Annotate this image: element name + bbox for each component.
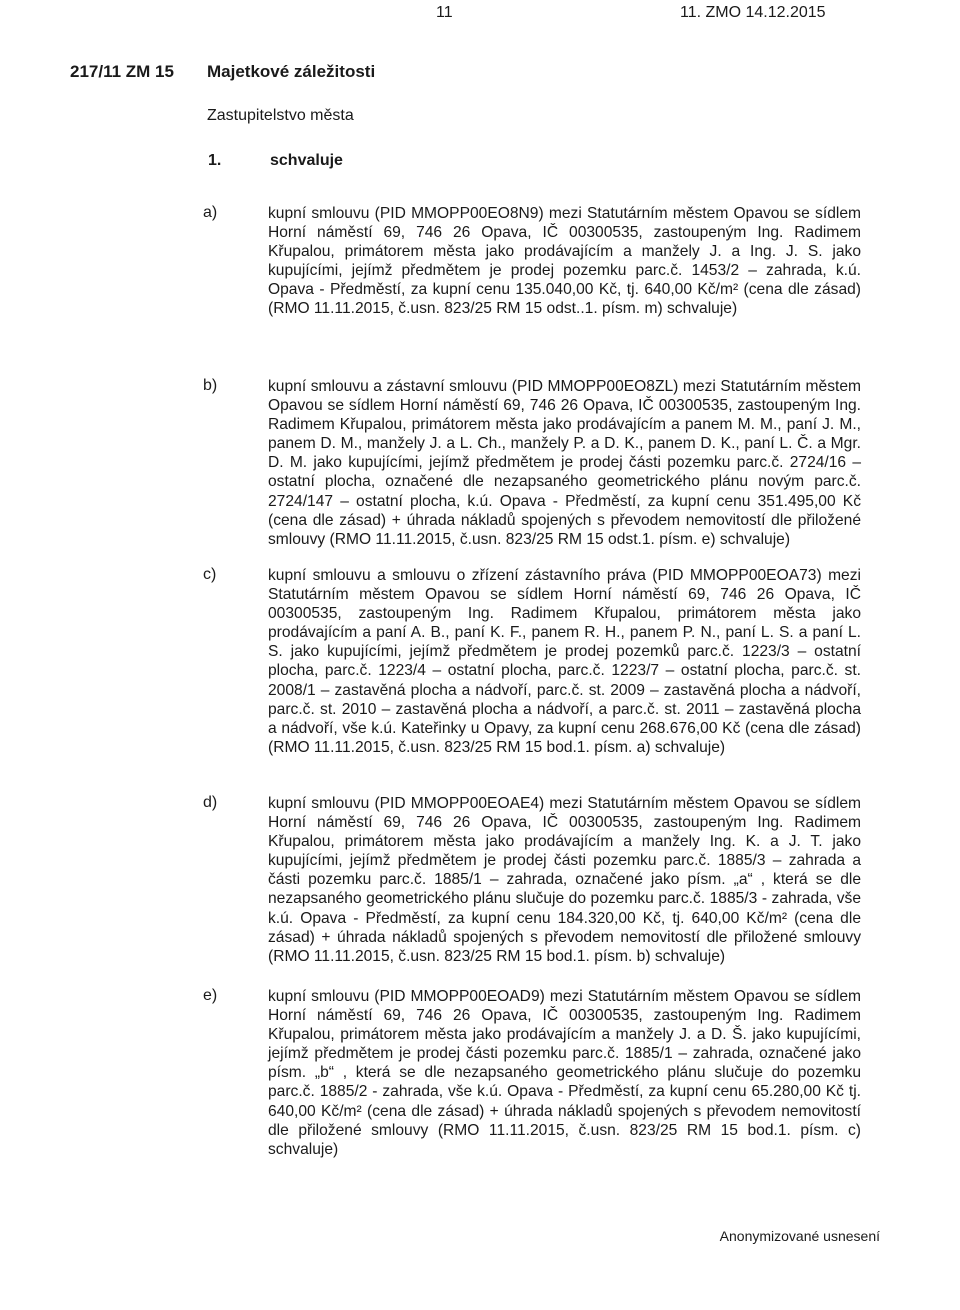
item-c-letter: c) <box>203 566 217 583</box>
item-d-text: kupní smlouvu (PID MMOPP00EOAE4) mezi Statutárním městem Opavou se sídlem Horní náměstí 69, 746 26 Opava, IČ 00300535, zastoupeným Ing. Radimem Křupalou, primátorem města jako prodávajícím a manžely Ing. K. a J. T. jako kupujícími, jejímž předmětem je prodej části pozemku parc.č. 1885/3 – zahrada a části pozemku parc.č. 1885/1 – zahrada, označené jako písm. „a“ , která se dle nezapsaného geometrického plánu slučuje do pozemku parc.č. 1885/3 - zahrada, vše k.ú. Opava - Předměstí, za kupní cenu 184.320,00 Kč, tj. 640,00 Kč/m² (cena dle zásad) + úhrada nákladů spojených s převodem nemovitostí dle přiložené smlouvy (RMO 11.11.2015, č.usn. 823/25 RM 15 bod.1. písm. b) schvaluje) <box>268 795 861 965</box>
item-e-letter: e) <box>203 987 218 1004</box>
item-a-text: kupní smlouvu (PID MMOPP00EO8N9) mezi Statutárním městem Opavou se sídlem Horní náměstí 69, 746 26 Opava, IČ 00300535, zastoupeným Ing. Radimem Křupalou, primátorem města jako prodávajícím a manžely J. a Ing. J. S. jako kupujícími, jejímž předmětem je prodej pozemku parc.č. 1453/2 – zahrada, k.ú. Opava - Předměstí, za kupní cenu 135.040,00 Kč, tj. 640,00 Kč/m² (cena dle zásad) (RMO 11.11.2015, č.usn. 823/25 RM 15 odst..1. písm. m) schvaluje) <box>268 205 861 318</box>
meeting-header: 11. ZMO 14.12.2015 <box>680 4 826 21</box>
item-b-text: kupní smlouvu a zástavní smlouvu (PID MMOPP00EO8ZL) mezi Statutárním městem Opavou se sídlem Horní náměstí 69, 746 26 Opava, IČ 00300535, zastoupeným Ing. Radimem Křupalou, primátorem města jako prodávajícím a panem M. M., paní J. M., panem D. M., manžely J. a L. Ch., manžely P. a D. K., panem D. K., paní L. Č. a Mgr. D. M. jako kupujícími, jejímž předmětem je prodej části pozemku parc.č. 2724/16 – ostatní plocha, označené dle nezapsaného geometrického plánu novým parc.č. 2724/147 – ostatní plocha, k.ú. Opava - Předměstí, za kupní cenu 351.495,00 Kč (cena dle zásad) + úhrada nákladů spojených s převodem nemovitostí dle přiložené smlouvy (RMO 11.11.2015, č.usn. 823/25 RM 15 odst.1. písm. e) schvaluje) <box>268 378 861 548</box>
item-e-text: kupní smlouvu (PID MMOPP00EOAD9) mezi Statutárním městem Opavou se sídlem Horní náměstí 69, 746 26 Opava, IČ 00300535, zastoupeným Ing. Radimem Křupalou, primátorem města jako prodávajícím a manžely J. a D. Š. jako kupujícími, jejímž předmětem je prodej části pozemku parc.č. 1885/1 – zahrada, označené jako písm. „b“ , která se dle nezapsaného geometrického plánu slučuje do pozemku parc.č. 1885/2 - zahrada, vše k.ú. Opava - Předměstí, za kupní cenu 65.280,00 Kč tj. 640,00 Kč/m² (cena dle zásad) + úhrada nákladů spojených s převodem nemovitostí dle přiložené smlouvy (RMO 11.11.2015, č.usn. 823/25 RM 15 bod.1. písm. c) schvaluje) <box>268 988 861 1158</box>
resolving-body: Zastupitelstvo města <box>207 107 354 124</box>
item-a-letter: a) <box>203 204 218 221</box>
resolution-verb: schvaluje <box>270 152 343 169</box>
item-d-letter: d) <box>203 794 218 811</box>
item-b-letter: b) <box>203 377 218 394</box>
section-id: 217/11 ZM 15 <box>70 62 174 81</box>
item-c-text: kupní smlouvu a smlouvu o zřízení zástavního práva (PID MMOPP00EOA73) mezi Statutárním městem Opavou se sídlem Horní náměstí 69, 746 26 Opava, IČ 00300535, zastoupeným Ing. Radimem Křupalou, primátorem města jako prodávajícím a paní A. B., paní K. F., panem R. H., panem P. N., paní L. S. a paní L. S. jako kupujícími, jejímž předmětem je prodej pozemků parc.č. 1223/3 – ostatní plocha, parc.č. 1223/4 – ostatní plocha, parc.č. 1223/7 – ostatní plocha, parc.č. st. 2008/1 – zastavěná plocha a nádvoří, parc.č. st. 2009 – zastavěná plocha a nádvoří, parc.č. st. 2010 – zastavěná plocha a nádvoří, a parc.č. st. 2011 – zastavěná plocha a nádvoří, vše k.ú. Kateřinky u Opavy, za kupní cenu 268.676,00 Kč (cena dle zásad) (RMO 11.11.2015, č.usn. 823/25 RM 15 bod.1. písm. a) schvaluje) <box>268 567 861 756</box>
resolution-number: 1. <box>208 152 222 169</box>
footer-note: Anonymizované usnesení <box>719 1228 880 1244</box>
section-title: Majetkové záležitosti <box>207 62 376 81</box>
page-number: 11 <box>436 4 453 21</box>
